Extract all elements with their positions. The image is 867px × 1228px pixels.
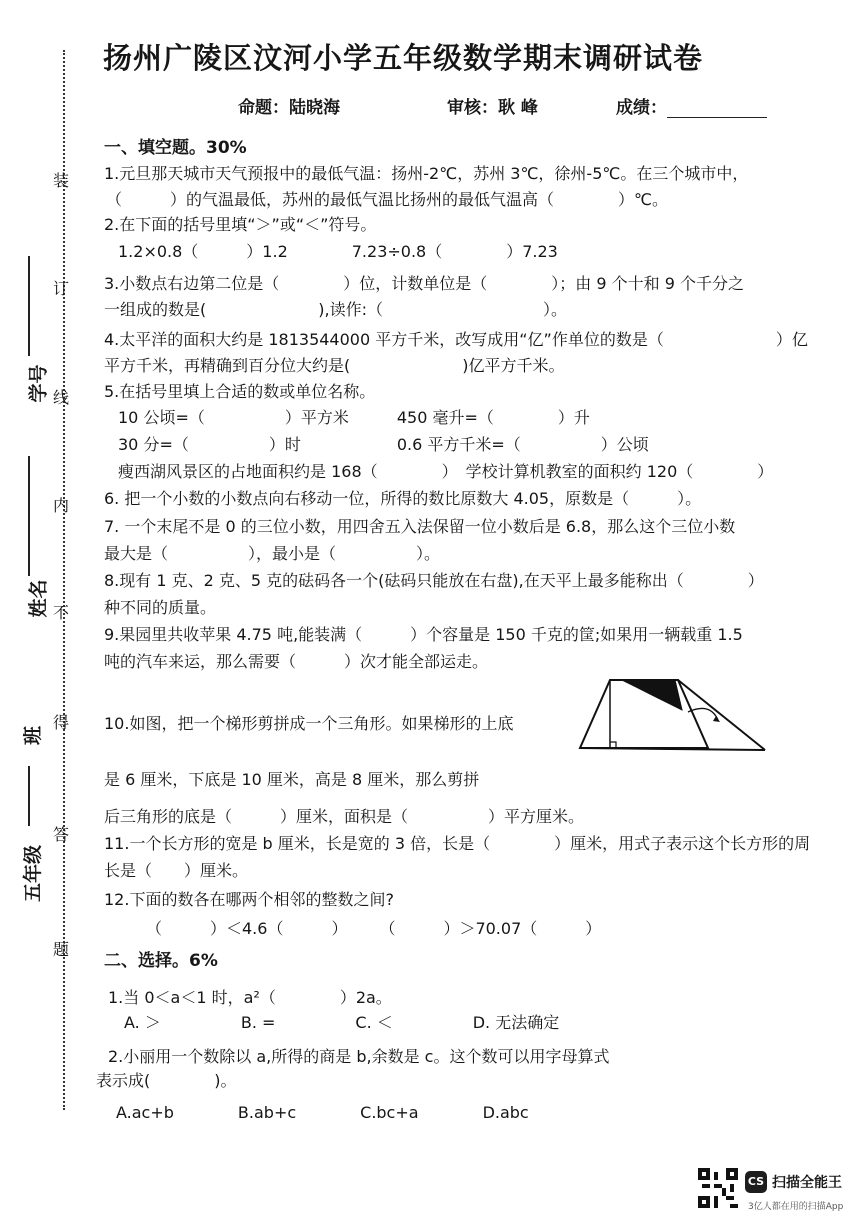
- s1-line-24: 长是（ ）厘米。: [104, 861, 249, 880]
- section2-heading: 二、选择。6%: [104, 951, 218, 971]
- s1-line-2: （ ）的气温最低，苏州的最低气温比扬州的最低气温高（ ）℃。: [106, 190, 668, 209]
- name-blank[interactable]: [28, 456, 30, 576]
- qr-code-icon: [698, 1168, 738, 1208]
- watermark-tagline: 3亿人都在用的扫描App: [748, 1202, 844, 1212]
- s1-line-1: 1.元旦那天城市天气预报中的最低气温：扬州-2℃，苏州 3℃，徐州-5℃。在三个城市中，: [104, 164, 749, 183]
- grade-label: 五年级: [22, 844, 45, 903]
- watermark-app-name: 扫描全能王: [772, 1175, 842, 1191]
- section1-heading: 一、填空题。30%: [104, 138, 247, 158]
- s1-line-18: 9.果园里共收苹果 4.75 吨,能装满（ ）个容量是 150 千克的筐;如果用一辆载重 1.5: [104, 625, 743, 644]
- s1-line-6: 一组成的数是( ),读作:（ ）。: [104, 300, 567, 319]
- s1-line-13: 6. 把一个小数的小数点向右移动一位，所得的数比原数大 4.05，原数是（ ）。: [104, 489, 702, 508]
- s2-line-4: 表示成( )。: [96, 1071, 237, 1090]
- s2-line-1: 1.当 0＜a＜1 时，a²（ ）2a。: [108, 988, 392, 1007]
- margin-char-nei: 内: [53, 496, 70, 515]
- score-blank[interactable]: [667, 99, 767, 118]
- margin-char-xian: 线: [53, 388, 70, 407]
- s2-line-5: A.ac+b B.ab+c C.bc+a D.abc: [116, 1103, 529, 1122]
- s2-line-2: A. ＞ B. = C. ＜ D. 无法确定: [124, 1013, 560, 1032]
- student-id-label: 学号: [27, 364, 50, 403]
- s1-line-8: 平方千米，再精确到百分位大约是( )亿平方千米。: [104, 356, 565, 375]
- score-label-text: 成绩：: [616, 98, 667, 118]
- student-id-blank[interactable]: [28, 256, 30, 356]
- s2-line-3: 2.小丽用一个数除以 a,所得的商是 b,余数是 c。这个数可以用字母算式: [108, 1047, 610, 1066]
- camscanner-logo: CS: [745, 1171, 767, 1193]
- s1-line-26: （ ）＜4.6（ ） （ ）＞70.07（ ）: [146, 919, 602, 938]
- s1-line-4: 1.2×0.8（ ）1.2 7.23÷0.8（ ）7.23: [118, 242, 558, 261]
- s1-line-19: 吨的汽车来运，那么需要（ ）次才能全部运走。: [104, 652, 489, 671]
- class-blank[interactable]: [28, 766, 30, 826]
- margin-char-da: 答: [53, 825, 70, 844]
- s1-line-20: 10.如图，把一个梯形剪拼成一个三角形。如果梯形的上底: [104, 714, 514, 733]
- s1-line-7: 4.太平洋的面积大约是 1813544000 平方千米，改写成用“亿”作单位的数是（ ）亿: [104, 330, 808, 349]
- s1-line-14: 7. 一个末尾不是 0 的三位小数，用四舍五入法保留一位小数后是 6.8，那么这个三位小数: [104, 517, 736, 536]
- s1-line-22: 后三角形的底是（ ）厘米，面积是（ ）平方厘米。: [104, 807, 585, 826]
- s1-line-25: 12.下面的数各在哪两个相邻的整数之间?: [104, 890, 394, 909]
- s1-line-15: 最大是（ ），最小是（ ）。: [104, 544, 441, 563]
- s1-line-21: 是 6 厘米，下底是 10 厘米，高是 8 厘米，那么剪拼: [104, 770, 480, 789]
- margin-char-zhuang: 装: [53, 171, 70, 190]
- s1-line-10: 10 公顷=（ ）平方米 450 毫升=（ ）升: [118, 408, 590, 427]
- margin-char-ding: 订: [53, 279, 70, 298]
- s1-line-23: 11.一个长方形的宽是 b 厘米，长是宽的 3 倍，长是（ ）厘米，用式子表示这个长方形的周: [104, 834, 811, 853]
- margin-char-ti: 题: [53, 940, 70, 959]
- s1-line-3: 2.在下面的括号里填“＞”或“＜”符号。: [104, 215, 377, 234]
- margin-char-bu: 不: [53, 603, 70, 622]
- trapezoid-to-triangle-diagram: [560, 672, 770, 762]
- margin-char-de: 得: [53, 713, 70, 732]
- author-label: 命题：陆晓海: [238, 98, 340, 118]
- s1-line-17: 种不同的质量。: [104, 598, 217, 617]
- page-title: 扬州广陵区汶河小学五年级数学期末调研试卷: [103, 41, 704, 75]
- name-label: 姓名: [27, 579, 50, 618]
- s1-line-9: 5.在括号里填上合适的数或单位名称。: [104, 382, 376, 401]
- s1-line-12: 瘦西湖风景区的占地面积约是 168（ ） 学校计算机教室的面积约 120（ ）: [118, 462, 774, 481]
- reviewer-label: 审核：耿 峰: [447, 98, 538, 118]
- s1-line-11: 30 分=（ ）时 0.6 平方千米=（ ）公顷: [118, 435, 649, 454]
- s1-line-5: 3.小数点右边第二位是（ ）位，计数单位是（ ）；由 9 个十和 9 个千分之: [104, 274, 744, 293]
- score-label: [616, 93, 767, 118]
- class-label: 班: [22, 725, 45, 746]
- s1-line-16: 8.现有 1 克、2 克、5 克的砝码各一个(砝码只能放在右盘),在天平上最多能称出（ ）: [104, 571, 764, 590]
